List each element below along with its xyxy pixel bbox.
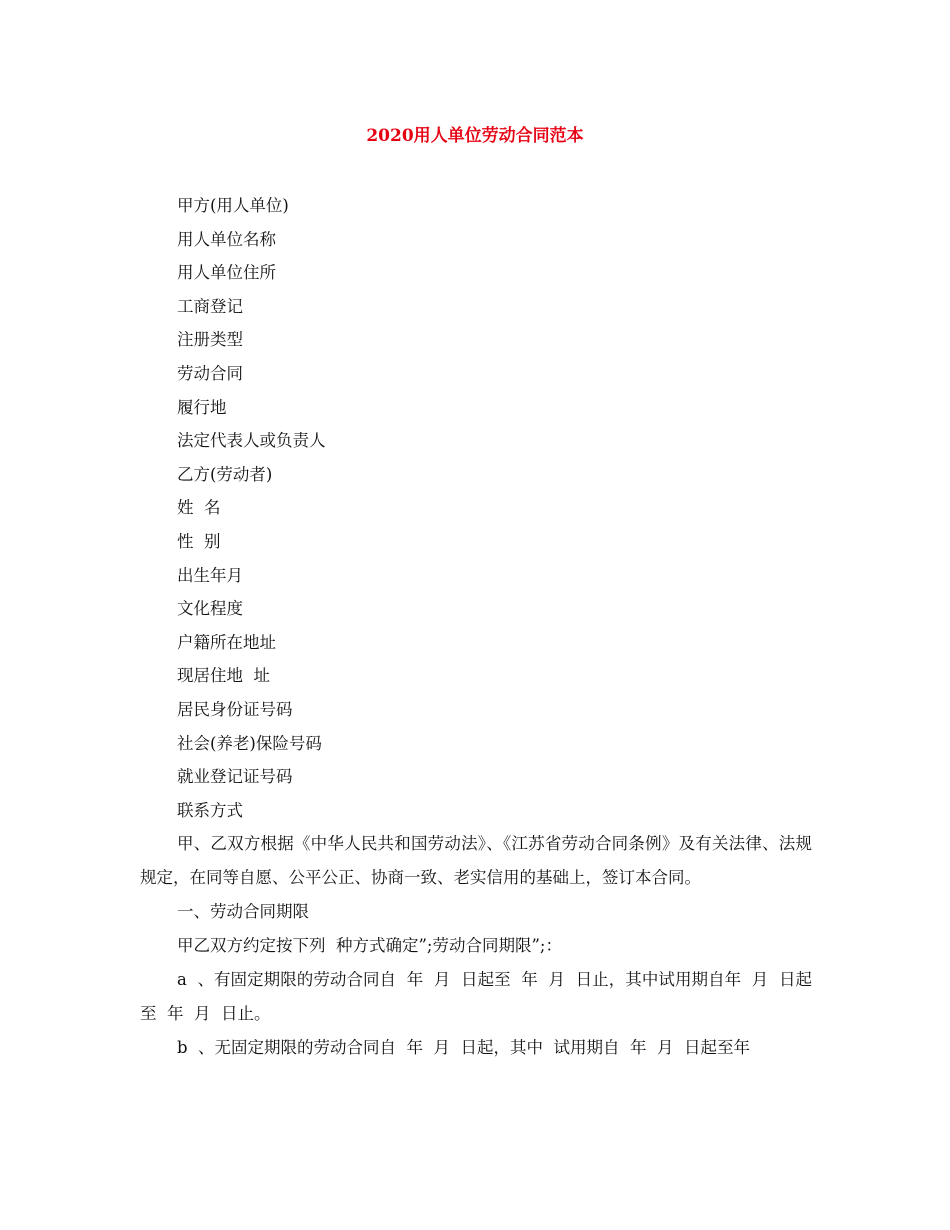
field-business-registration: 工商登记 (177, 296, 243, 316)
field-registration-type: 注册类型 (177, 330, 243, 350)
field-employer-address: 用人单位住所 (177, 263, 276, 283)
paragraph-option-b: b 、无固定期限的劳动合同自 年 月 日起，其中 试用期自 年 月 日起至年 (177, 1038, 750, 1058)
field-labor-contract: 劳动合同 (177, 363, 243, 383)
field-employment-registration-number: 就业登记证号码 (177, 767, 293, 787)
field-social-insurance-number: 社会(养老)保险号码 (177, 733, 322, 753)
field-legal-representative: 法定代表人或负责人 (177, 431, 326, 451)
paragraph-preamble: 甲、乙双方根据《中华人民共和国劳动法》、《江苏省劳动合同条例》及有关法律、法规规定，在同等自愿、公平公正、协商一致、老实信用的基础上，签订本合同。 (140, 834, 812, 888)
field-current-address: 现居住地 址 (177, 666, 270, 686)
field-party-b: 乙方(劳动者) (177, 464, 273, 484)
field-gender: 性 别 (177, 531, 221, 551)
field-education: 文化程度 (177, 599, 243, 619)
field-name: 姓 名 (177, 498, 221, 518)
field-birth-date: 出生年月 (177, 565, 243, 585)
field-household-address: 户籍所在地址 (177, 632, 276, 652)
section-heading-contract-term: 一、劳动合同期限 (177, 902, 309, 922)
field-id-number: 居民身份证号码 (177, 699, 293, 719)
field-party-a: 甲方(用人单位) (177, 196, 289, 215)
field-employer-name: 用人单位名称 (177, 229, 276, 249)
field-performance-place: 履行地 (177, 397, 227, 417)
paragraph-option-a: a 、有固定期限的劳动合同自 年 月 日起至 年 月 日止，其中试用期自年 月 日起至 年 月 日止。 (140, 970, 812, 1024)
document-body (140, 189, 812, 1065)
document-title: 2020用人单位劳动合同范本 (366, 126, 584, 146)
paragraph-term-method: 甲乙双方约定按下列 种方式确定”;劳动合同期限”;： (177, 936, 562, 956)
field-contact: 联系方式 (177, 800, 243, 820)
